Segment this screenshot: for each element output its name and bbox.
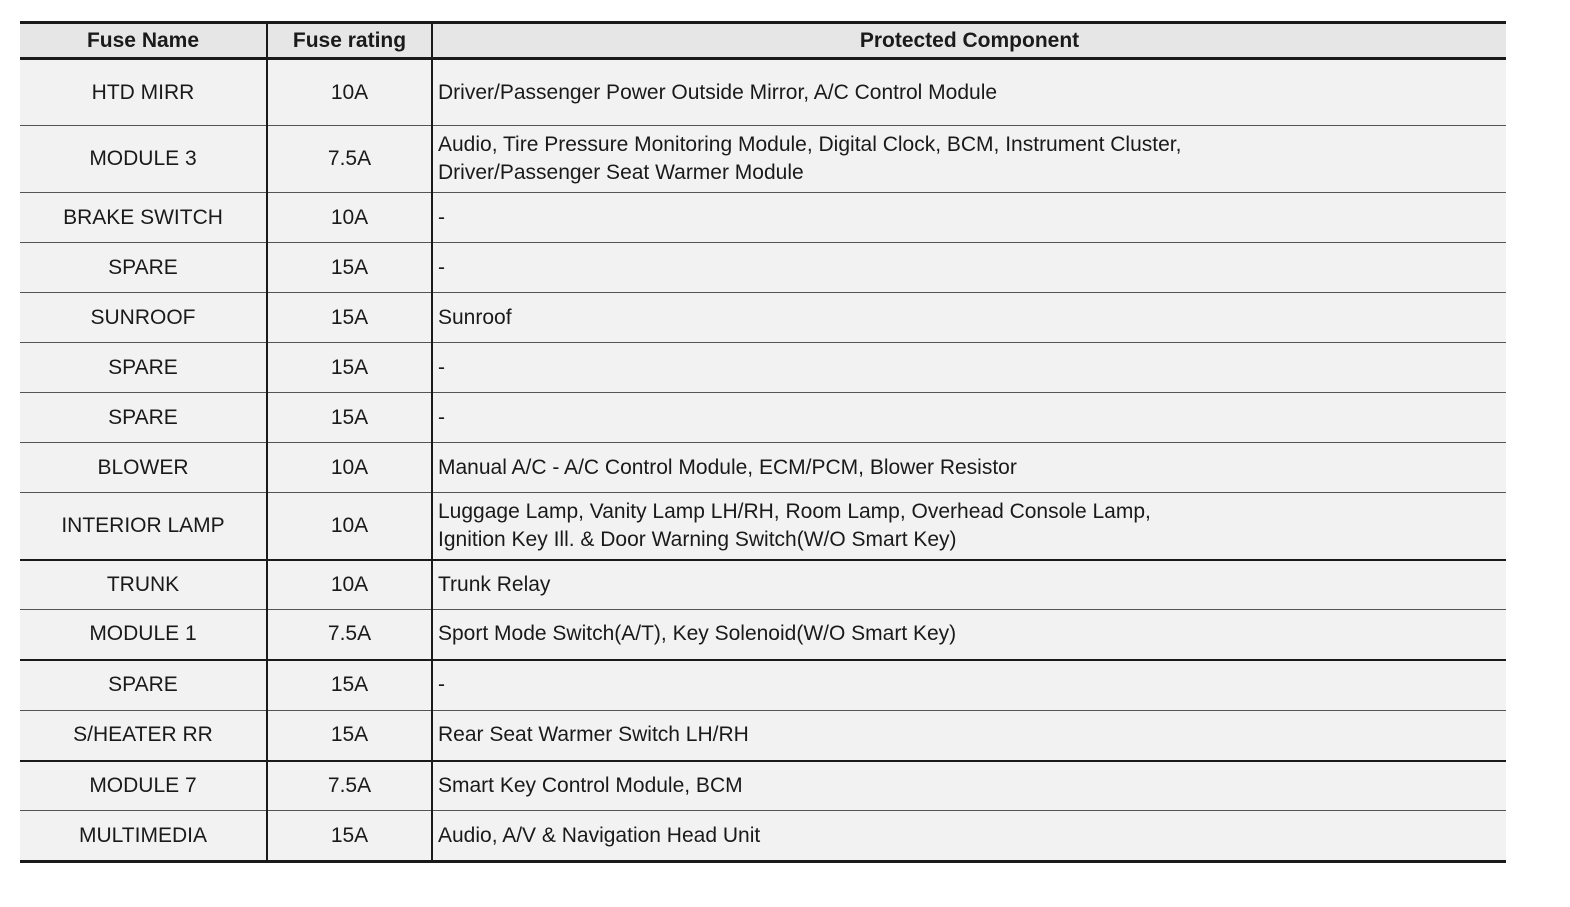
table-row — [20, 493, 1506, 560]
protected-component-cell — [432, 293, 1506, 343]
fuse-name-cell: BLOWER — [20, 443, 267, 493]
table-row — [20, 343, 1506, 393]
fuse-name-cell: SPARE — [20, 660, 267, 711]
table-row — [20, 761, 1506, 811]
component-line: Sport Mode Switch(A/T), Key Solenoid(W/O Smart Key) — [438, 622, 957, 646]
fuse-name-cell: TRUNK — [20, 560, 267, 610]
fuse-rating-cell: 10A — [267, 59, 432, 126]
fuse-rating-cell: 10A — [267, 560, 432, 610]
fuse-rating-cell: 15A — [267, 243, 432, 293]
protected-component-cell — [432, 126, 1506, 193]
table-row — [20, 293, 1506, 343]
component-line: Audio, Tire Pressure Monitoring Module, Digital Clock, BCM, Instrument Cluster, — [438, 133, 1182, 156]
protected-component-cell — [432, 59, 1506, 126]
protected-component-cell — [432, 243, 1506, 293]
component-line: - — [438, 405, 445, 429]
fuse-name-cell: MULTIMEDIA — [20, 811, 267, 862]
fuse-rating-cell: 7.5A — [267, 610, 432, 660]
fuse-name-cell: BRAKE SWITCH — [20, 193, 267, 243]
protected-component-cell — [432, 443, 1506, 493]
protected-component-cell — [432, 393, 1506, 443]
table-row — [20, 711, 1506, 761]
fuse-name-cell: SPARE — [20, 343, 267, 393]
fuse-rating-cell: 15A — [267, 343, 432, 393]
table-body — [20, 59, 1506, 862]
fuse-name-cell: S/HEATER RR — [20, 711, 267, 761]
fuse-rating-cell: 7.5A — [267, 126, 432, 193]
component-line: Smart Key Control Module, BCM — [438, 773, 743, 797]
component-line: Rear Seat Warmer Switch LH/RH — [438, 723, 749, 747]
component-line: Manual A/C - A/C Control Module, ECM/PCM, Blower Resistor — [438, 455, 1017, 479]
component-line: Trunk Relay — [438, 572, 551, 596]
component-line: - — [438, 355, 445, 379]
fuse-name-cell: MODULE 7 — [20, 761, 267, 811]
fuse-name-cell: SUNROOF — [20, 293, 267, 343]
fuse-name-cell: INTERIOR LAMP — [20, 493, 267, 560]
component-line: Ignition Key Ill. & Door Warning Switch(W/O Smart Key) — [438, 527, 957, 551]
table-row — [20, 59, 1506, 126]
table-row — [20, 126, 1506, 193]
table-row — [20, 660, 1506, 711]
protected-component-cell — [432, 193, 1506, 243]
fuse-rating-cell: 10A — [267, 193, 432, 243]
fuse-name-cell: SPARE — [20, 393, 267, 443]
protected-component-cell — [432, 660, 1506, 711]
fuse-rating-cell: 10A — [267, 443, 432, 493]
fuse-name-cell: MODULE 3 — [20, 126, 267, 193]
header-protected-component: Protected Component — [432, 23, 1506, 59]
component-line: Audio, A/V & Navigation Head Unit — [438, 823, 761, 847]
protected-component-cell — [432, 811, 1506, 862]
protected-component-cell — [432, 493, 1506, 560]
fuse-rating-cell: 15A — [267, 711, 432, 761]
table-row — [20, 393, 1506, 443]
protected-component-cell — [432, 343, 1506, 393]
component-line: Sunroof — [438, 305, 512, 329]
table-row — [20, 560, 1506, 610]
component-line: - — [438, 255, 445, 279]
fuse-name-cell: HTD MIRR — [91, 80, 195, 104]
table-row — [20, 243, 1506, 293]
component-line: Driver/Passenger Power Outside Mirror, A/C Control Module — [438, 80, 998, 104]
protected-component-cell — [432, 711, 1506, 761]
fuse-rating-cell: 15A — [267, 811, 432, 862]
fuse-table — [20, 21, 1506, 863]
component-line: Luggage Lamp, Vanity Lamp LH/RH, Room Lamp, Overhead Console Lamp, — [438, 499, 1151, 523]
fuse-rating-cell: 7.5A — [267, 761, 432, 811]
table-row — [20, 610, 1506, 660]
component-line: - — [438, 673, 445, 697]
header-fuse-name: Fuse Name — [20, 23, 267, 59]
table-row — [20, 811, 1506, 862]
protected-component-cell — [432, 560, 1506, 610]
table-header — [20, 23, 1506, 59]
component-line: - — [438, 205, 445, 229]
table-row — [20, 443, 1506, 493]
component-line: Driver/Passenger Seat Warmer Module — [438, 161, 804, 184]
fuse-rating-cell: 10A — [267, 493, 432, 560]
fuse-rating-cell: 15A — [267, 293, 432, 343]
header-fuse-rating: Fuse rating — [267, 23, 432, 59]
fuse-rating-cell: 15A — [267, 660, 432, 711]
table-row — [20, 193, 1506, 243]
protected-component-cell — [432, 610, 1506, 660]
protected-component-cell — [432, 761, 1506, 811]
header-row — [20, 23, 1506, 59]
fuse-rating-cell: 15A — [267, 393, 432, 443]
fuse-name-cell: SPARE — [20, 243, 267, 293]
fuse-name-cell: MODULE 1 — [20, 610, 267, 660]
